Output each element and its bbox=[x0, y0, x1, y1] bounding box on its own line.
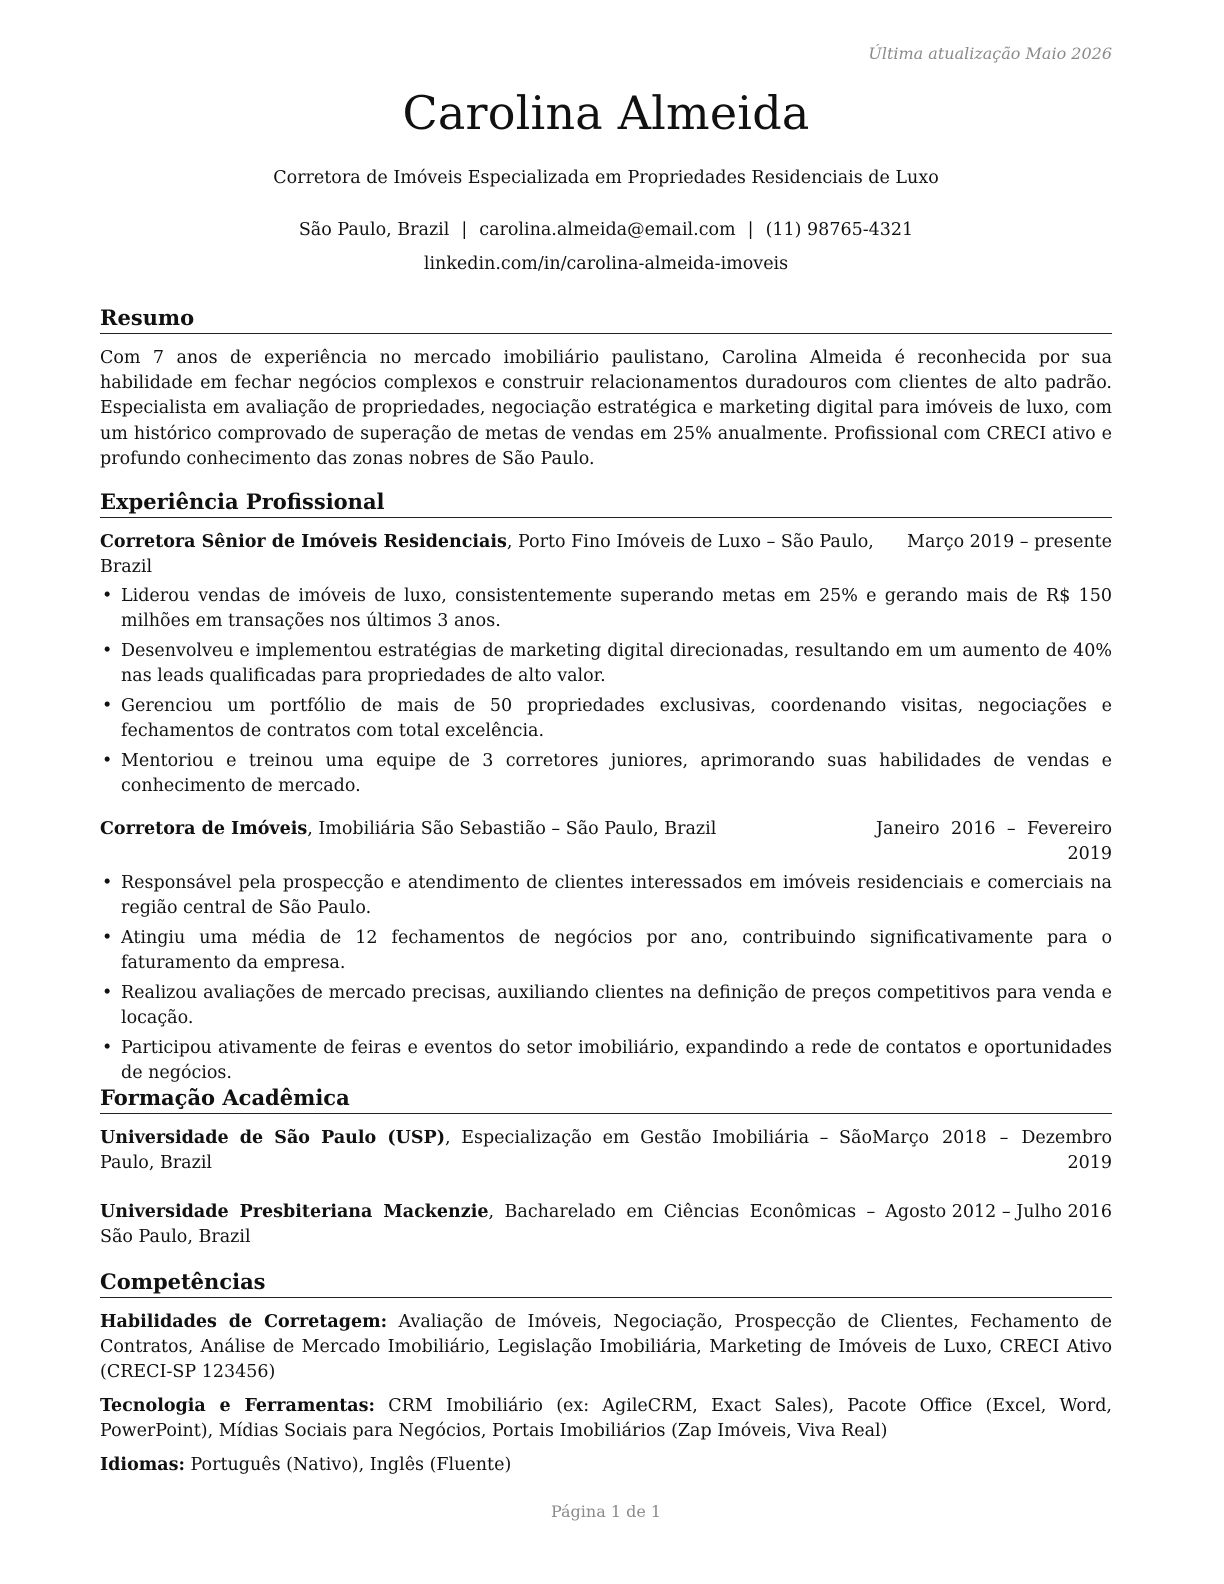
list-item: • Participou ativamente de feiras e eventos do setor imobiliário, expandindo a rede de contatos e oportunidades de negócios. bbox=[100, 1036, 1112, 1086]
contact-line bbox=[100, 220, 1112, 240]
list-item: • Liderou vendas de imóveis de luxo, consistentemente superando metas em 25% e gerando mais de R$ 150 milhões em transações nos últimos 3 anos. bbox=[100, 584, 1112, 634]
separator: | bbox=[461, 220, 468, 240]
email-link[interactable]: carolina.almeida@email.com bbox=[479, 220, 736, 240]
job-company: , Imobiliária São Sebastião – São Paulo, Brazil bbox=[307, 819, 717, 839]
experience-section bbox=[100, 488, 1112, 1091]
job-bullets bbox=[100, 584, 1112, 799]
skills-section bbox=[100, 1268, 1112, 1487]
job-entry bbox=[100, 817, 1112, 1086]
page-number: Página 1 de 1 bbox=[550, 1502, 662, 1521]
summary-text: Com 7 anos de experiência no mercado imobiliário paulistano, Carolina Almeida é reconhecida por sua habilidade em fechar negócios complexos e construir relacionamentos duradouros com clientes de alto padrão. Especialista em avaliação de propriedades, negociação estratégica e marketing digital para imóveis de luxo, com um histórico comprovado de superação de metas de vendas em 25% anualmente. Profissional com CRECI ativo e profundo conhecimento das zonas nobres de São Paulo. bbox=[100, 348, 1112, 469]
skill-group bbox=[100, 1453, 1112, 1478]
education-dates: Março 2018 – Dezembro 2019 bbox=[872, 1128, 1112, 1173]
job-header bbox=[100, 530, 1112, 580]
skill-group bbox=[100, 1394, 1112, 1444]
list-item: • Responsável pela prospecção e atendimento de clientes interessados em imóveis residenciais e comerciais na região central de São Paulo. bbox=[100, 871, 1112, 921]
education-dates: Agosto 2012 – Julho 2016 bbox=[885, 1202, 1112, 1222]
skill-label: Habilidades de Corretagem: bbox=[100, 1312, 388, 1332]
education-entry bbox=[100, 1126, 1112, 1176]
summary-section bbox=[100, 304, 1112, 472]
skill-text: Português (Nativo), Inglês (Fluente) bbox=[184, 1455, 512, 1475]
list-item: • Mentoriou e treinou uma equipe de 3 corretores juniores, aprimorando suas habilidades de vendas e conhecimento de mercado. bbox=[100, 749, 1112, 799]
education-text bbox=[100, 1200, 885, 1250]
section-title: Competências bbox=[100, 1268, 1112, 1298]
education-text bbox=[100, 1126, 872, 1176]
job-header bbox=[100, 817, 1112, 867]
location: São Paulo, Brazil bbox=[298, 220, 450, 240]
job-title-line bbox=[100, 817, 876, 842]
section-title: Formação Acadêmica bbox=[100, 1084, 1112, 1114]
skill-group bbox=[100, 1310, 1112, 1385]
headline: Corretora de Imóveis Especializada em Propriedades Residenciais de Luxo bbox=[273, 168, 939, 188]
degree: , Especialização em Gestão Imobiliária – São Paulo, Brazil bbox=[100, 1128, 873, 1173]
phone: (11) 98765-4321 bbox=[765, 220, 914, 240]
last-updated: Última atualização Maio 2026 bbox=[868, 44, 1112, 63]
education-entry bbox=[100, 1200, 1112, 1250]
skill-text: CRM Imobiliário (ex: AgileCRM, Exact Sales), Pacote Office (Excel, Word, PowerPoint), Mídias Sociais para Negócios, Portais Imobiliários (Zap Imóveis, Viva Real) bbox=[100, 1396, 1112, 1441]
list-item: • Atingiu uma média de 12 fechamentos de negócios por ano, contribuindo significativamente para o faturamento da empresa. bbox=[100, 926, 1112, 976]
job-role: Corretora de Imóveis bbox=[100, 819, 308, 839]
section-title: Resumo bbox=[100, 304, 1112, 334]
list-item: • Gerenciou um portfólio de mais de 50 propriedades exclusivas, coordenando visitas, negociações e fechamentos de contratos com total excelência. bbox=[100, 694, 1112, 744]
job-dates: Janeiro 2016 – Fevereiro 2019 bbox=[876, 819, 1112, 864]
education-section bbox=[100, 1084, 1112, 1250]
job-dates: Março 2019 – presente bbox=[907, 532, 1112, 552]
skill-label: Idiomas: bbox=[100, 1455, 185, 1475]
resume-page bbox=[100, 0, 1112, 1584]
section-title: Experiência Profissional bbox=[100, 488, 1112, 518]
list-item: • Realizou avaliações de mercado precisas, auxiliando clientes na definição de preços competitivos para venda e locação. bbox=[100, 981, 1112, 1031]
candidate-name: Carolina Almeida bbox=[402, 86, 810, 140]
separator: | bbox=[747, 220, 754, 240]
degree: , Bacharelado em Ciências Econômicas – São Paulo, Brazil bbox=[100, 1202, 876, 1247]
school-name: Universidade de São Paulo (USP) bbox=[100, 1128, 445, 1148]
job-entry bbox=[100, 530, 1112, 799]
job-role: Corretora Sênior de Imóveis Residenciais bbox=[100, 532, 507, 552]
job-company: , Porto Fino Imóveis de Luxo – São Paulo, Brazil bbox=[100, 532, 874, 577]
job-bullets bbox=[100, 871, 1112, 1086]
list-item: • Desenvolveu e implementou estratégias de marketing digital direcionadas, resultando em um aumento de 40% nas leads qualificadas para propriedades de alto valor. bbox=[100, 639, 1112, 689]
linkedin-link[interactable]: linkedin.com/in/carolina-almeida-imoveis bbox=[423, 254, 789, 274]
school-name: Universidade Presbiteriana Mackenzie bbox=[100, 1202, 489, 1222]
skill-label: Tecnologia e Ferramentas: bbox=[100, 1396, 375, 1416]
skill-text: Avaliação de Imóveis, Negociação, Prospecção de Clientes, Fechamento de Contratos, Análise de Mercado Imobiliário, Legislação Imobiliária, Marketing de Imóveis de Luxo, CRECI Ativo (CRECI-SP 123456) bbox=[100, 1312, 1112, 1382]
job-title-line bbox=[100, 530, 907, 580]
